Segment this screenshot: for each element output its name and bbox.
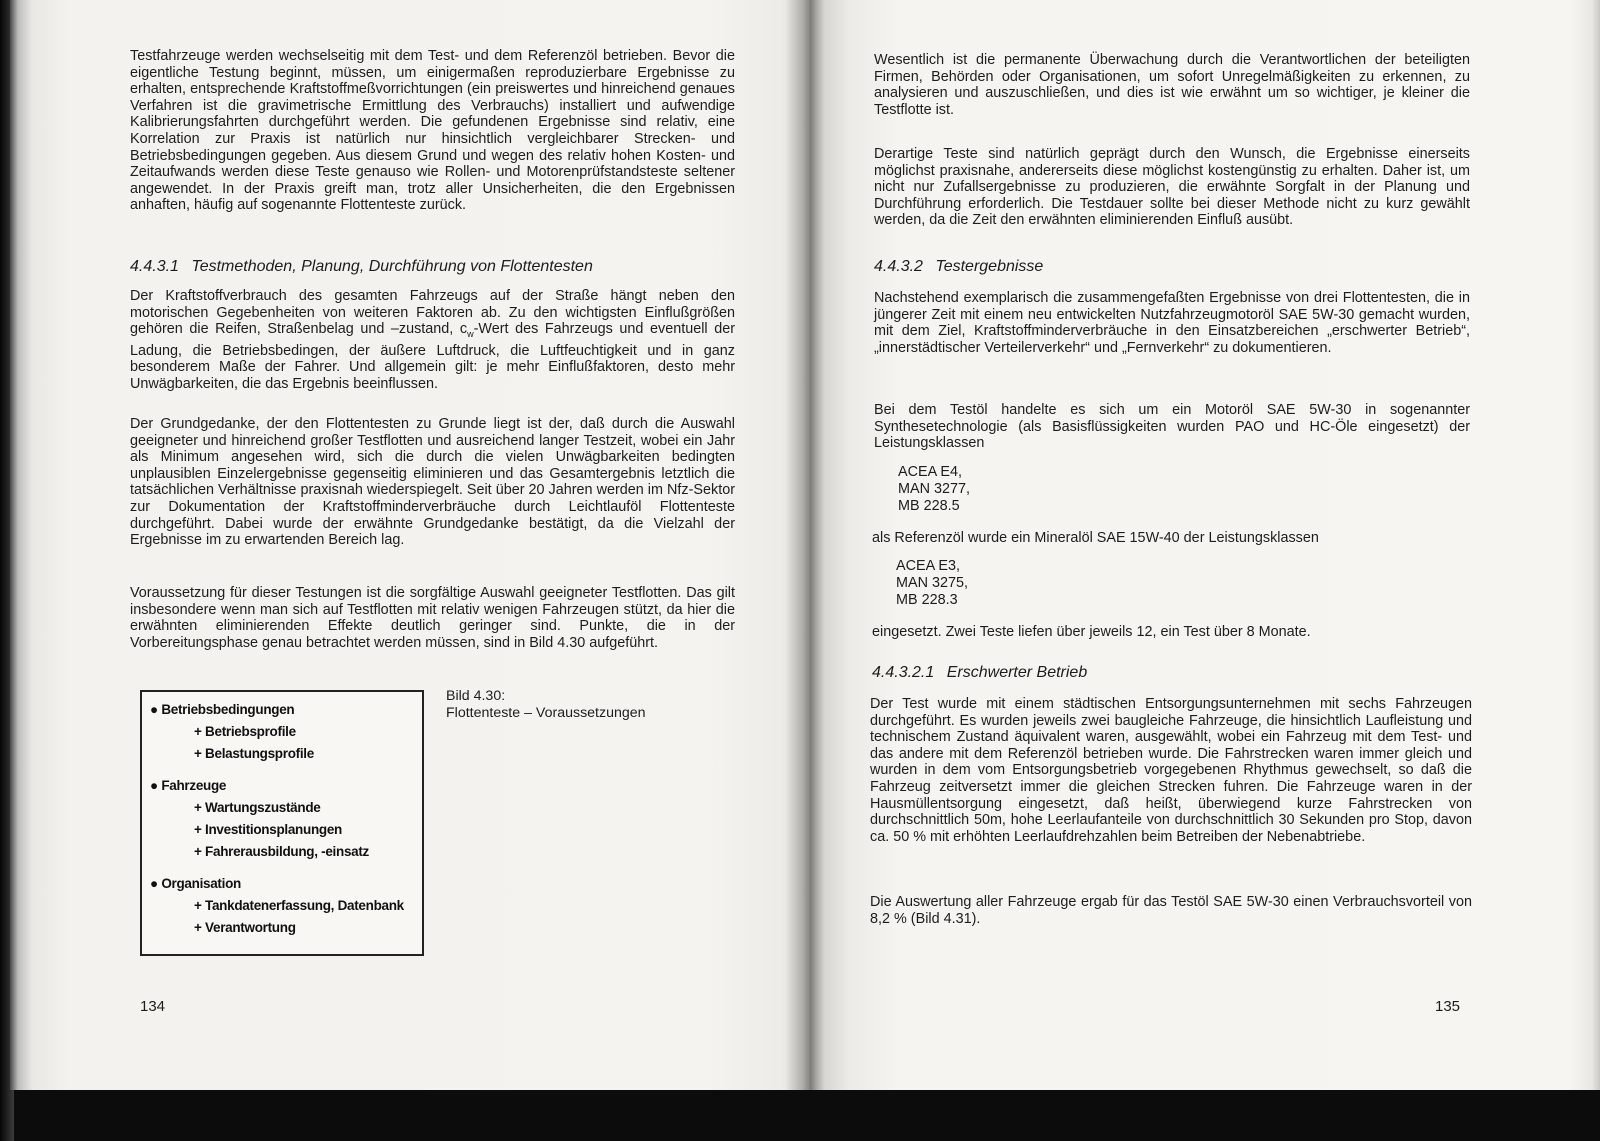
caption-label: Bild 4.30: — [446, 688, 506, 704]
right-paragraph-4-text: Bei dem Testöl handelte es sich um ein Motoröl SAE 5W-30 in sogenannter Synthesetechnologie (als Basisflüssigkeiten wurden PAO und HC-Öle eingesetzt) der Leistungsklassen — [874, 402, 1470, 452]
left-paragraph-3-text: Der Grundgedanke, der den Flottentesten zu Grunde liegt ist der, daß durch die Auswahl geeigneter und hinreichend großer Testflotten und ausreichend langer Testzeit, wobei ein Jahr als Minimum angesehen wird, sich die durch die vielen Unwägbarkeiten bedingten unplausiblen Einzelergebnisse gegenseitig eliminieren und das Gesamtergebnis letztlich die tatsächlichen Verhältnisse praxisnah wiederspiegelt. Seit über 20 Jahren werden im Nfz-Sektor zur Dokumentation der Kraftstoffminderverbräuche durch Leichtlauföl Flottenteste durchgeführt. Dabei wurde der erwähnte Grundgedanke bestätigt, da die Vielzahl der Ergebnisse im zu erwartenden Bereich lag. — [130, 416, 735, 549]
box-item: + Belastungsprofile — [194, 746, 314, 761]
reference-oil-class: MAN 3275, — [896, 575, 968, 591]
test-oil-class: MB 228.5 — [898, 498, 960, 514]
box-group-3-label: Organisation — [161, 876, 241, 891]
paragraph-2-part-a: Der Kraftstoffverbrauch des gesamten Fahrzeugs auf der Straße hängt neben den motorischen Gegebenheiten von weiteren Faktoren ab. Zu den wichtigsten Einflußgrößen gehören die Reifen, Straßenbelag und –zustand, c — [130, 288, 735, 338]
left-paragraph-4-text: Voraussetzung für dieser Testungen ist die sorgfältige Auswahl geeigneter Testflotten. Das gilt insbesondere wenn man sich auf Testflotten mit relativ wenigen Fahrzeugen stützt, da hier die erwähnten eliminierenden Effekte deutlich geringer sind. Punkte, die in der Vorbereitungsphase genau betrachtet werden müssen, sind in Bild 4.30 aufgeführt. — [130, 585, 735, 651]
right-paragraph-1 — [874, 52, 1470, 118]
left-paragraph-1-text: Testfahrzeuge werden wechselseitig mit dem Test- und dem Referenzöl betrieben. Bevor die eigentliche Testung beginnt, müssen, um einigermaßen reproduzierbare Ergebnisse zu erhalten, entsprechende Kraftstoffmeßvorrichtungen (ein preiswertes und hinreichend genaues Verfahren ist die gravimetrische Ermittlung des Verbrauchs) installiert und aufwendige Kalibrierungsfahrten durchgeführt werden. Die gefundenen Ergebnisse sind relativ, eine Korrelation zur Praxis ist natürlich nur hinsichtlich vergleichbarer Strecken- und Betriebsbedingungen gegeben. Aus diesem Grund und wegen des relativ hohen Kosten- und Zeitaufwands werden diese Teste genauso wie Rollen- und Motorenprüfstandsteste seltener angewendet. In der Praxis greift man, trotz aller Unsicherheiten, die den Ergebnissen anhaften, häufig auf sogenannte Flottenteste zurück. — [130, 48, 735, 214]
left-paragraph-4 — [130, 585, 735, 651]
reference-oil-class: MB 228.3 — [896, 592, 958, 608]
page-number-right: 135 — [1435, 998, 1461, 1015]
figure-caption — [446, 688, 726, 722]
right-paragraph-8-text: Die Auswertung aller Fahrzeuge ergab für das Testöl SAE 5W-30 einen Verbrauchsvorteil von 8,2 % (Bild 4.31). — [870, 894, 1472, 927]
right-paragraph-6 — [872, 624, 1472, 641]
right-paragraph-2-text: Derartige Teste sind natürlich geprägt durch den Wunsch, die Ergebnisse einerseits möglichst praxisnahe, andererseits diese möglichst kostengünstig zu erhalten. Daher ist, um nicht nur Zufallsergebnisse zu produzieren, die erwähnte Sorgfalt in der Planung und Durchführung erforderlich. Die Testdauer sollte bei dieser Methode nicht zu kurz gewählt werden, da die Zeit den erwähnten eliminierenden Einfluß ausübt. — [874, 146, 1470, 229]
box-item: + Verantwortung — [194, 920, 296, 935]
heading-4-4-3-2-1 — [872, 664, 1472, 682]
right-page — [810, 0, 1600, 1090]
right-paragraph-3-text: Nachstehend exemplarisch die zusammengefaßten Ergebnisse von drei Flottentesten, die in jüngerer Zeit mit einem neu entwickelten Nutzfahrzeugmotoröl SAE 5W-30 gemacht wurden, mit dem Ziel, Kraftstoffminderverbräuche in den Einsatzbereichen „erschwerter Betrieb“, „innerstädtischer Verteilerverkehr“ und „Fernverkehr“ zu dokumentieren. — [874, 290, 1470, 356]
left-paragraph-3 — [130, 416, 735, 549]
right-paragraph-3 — [874, 290, 1470, 356]
box-group-2-label: Fahrzeuge — [161, 778, 227, 793]
caption-text: Flottenteste – Voraussetzungen — [446, 705, 646, 721]
heading-title: Testergebnisse — [935, 258, 1044, 275]
page-number-left: 134 — [140, 998, 166, 1015]
heading-title: Testmethoden, Planung, Durchführung von Flottentesten — [191, 258, 593, 275]
box-item: + Wartungszustände — [194, 800, 321, 815]
right-paragraph-5 — [872, 530, 1472, 547]
right-paragraph-4 — [874, 402, 1470, 452]
figure-4-30-box — [140, 690, 424, 956]
box-item: + Betriebsprofile — [194, 724, 296, 739]
right-paragraph-5-text: als Referenzöl wurde ein Mineralöl SAE 15W-40 der Leistungsklassen — [872, 530, 1319, 546]
right-paragraph-7-text: Der Test wurde mit einem städtischen Entsorgungsunternehmen mit sechs Fahrzeugen durchgeführt. Es wurden jeweils zwei baugleiche Fahrzeuge, die hinsichtlich Laufleistung und technischem Zustand äquivalent waren, ausgewählt, wobei ein Fahrzeug mit dem Test- und das andere mit dem Referenzöl betrieben wurde. Die Fahrstrecken waren immer gleich und wurden in dem vom Entsorgungsbetrieb vorgegebenen Rhythmus gewechselt, so daß die Fahrzeug zeitversetzt immer die gleichen Strecken fuhren. Die Fahrzeuge waren in der Hausmüllentsorgung eingesetzt, daß heißt, überwiegend kurze Fahrstrecken von durchschnittlich 50m, hohe Leerlaufanteile von durchschnittlich 30 Sekunden pro Stop, davon ca. 50 % mit erhöhten Leerlaufdrehzahlen beim Betreiben der Nebenabtriebe. — [870, 696, 1472, 845]
box-item: + Investitionsplanungen — [194, 822, 342, 837]
right-paragraph-8 — [870, 894, 1472, 927]
right-paragraph-6-text: eingesetzt. Zwei Teste liefen über jeweils 12, ein Test über 8 Monate. — [872, 624, 1311, 640]
heading-4-4-3-2 — [874, 258, 1470, 276]
right-paragraph-1-text: Wesentlich ist die permanente Überwachung durch die Verantwortlichen der beteiligten Firmen, Behörden oder Organisationen, um sofort Unregelmäßigkeiten zu erkennen, zu analysieren und auszuschließen, und dies ist wie erwähnt um so wichtiger, je kleiner die Testflotte ist. — [874, 52, 1470, 118]
box-item: + Fahrerausbildung, -einsatz — [194, 844, 370, 859]
heading-number: 4.4.3.2 — [874, 258, 923, 275]
left-paragraph-1 — [130, 48, 735, 214]
left-paragraph-2 — [130, 288, 735, 392]
reference-oil-class: ACEA E3, — [896, 558, 960, 574]
right-paragraph-2 — [874, 146, 1470, 229]
test-oil-class: MAN 3277, — [898, 481, 970, 497]
box-group-1-label: Betriebsbedingungen — [161, 702, 295, 717]
book-gutter — [785, 0, 825, 1090]
left-page — [10, 0, 810, 1090]
paragraph-2-part-b: -Wert des Fahrzeugs und eventuell der Ladung, die Betriebsbedingen, der äußere Luftdruck, die Luftfeuchtigkeit und in ganz besonderem Maße der Fahrer. Und allgemein gilt: je mehr Einflußfaktoren, desto mehr Unwägbarkeiten, die das Ergebnis beeinflussen. — [130, 321, 735, 392]
box-group-2: ● Fahrzeuge — [150, 778, 227, 793]
cw-subscript: w — [467, 329, 474, 340]
test-oil-class: ACEA E4, — [898, 464, 962, 480]
heading-number: 4.4.3.2.1 — [872, 664, 935, 681]
heading-number: 4.4.3.1 — [130, 258, 179, 275]
right-paragraph-7 — [870, 696, 1472, 845]
box-group-3: ● Organisation — [150, 876, 241, 891]
heading-4-4-3-1 — [130, 258, 735, 276]
left-paragraph-2-text — [130, 288, 735, 392]
box-group-1: ● Betriebsbedingungen — [150, 702, 295, 717]
heading-title: Erschwerter Betrieb — [946, 664, 1088, 681]
box-item: + Tankdatenerfassung, Datenbank — [194, 898, 404, 913]
